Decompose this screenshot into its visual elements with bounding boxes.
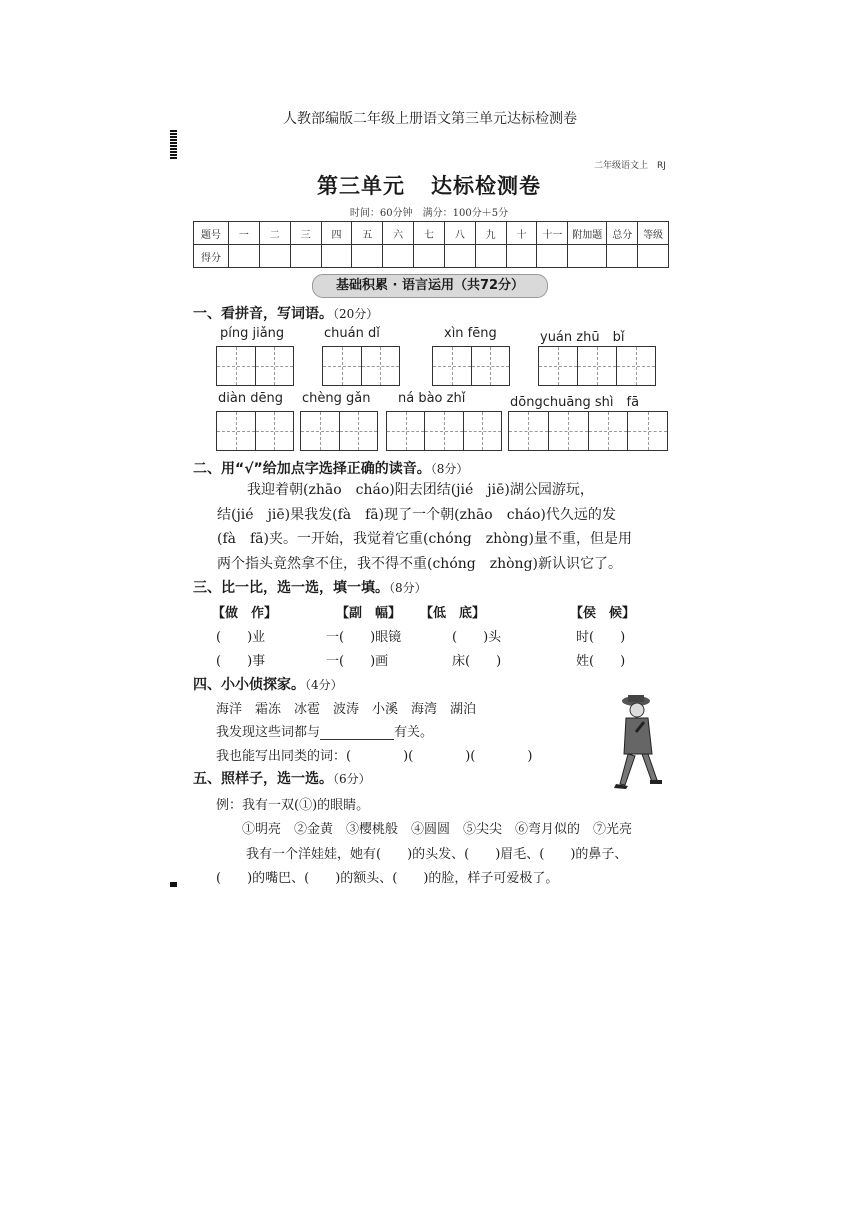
section4-heading <box>193 674 343 694</box>
section2-title: 二、用“√”给加点字选择正确的读音。 <box>193 461 431 477</box>
section5-heading <box>193 768 371 788</box>
score-cell[interactable] <box>290 245 321 268</box>
fill-blank[interactable]: ( )头 <box>452 630 502 645</box>
score-cell[interactable] <box>568 245 607 268</box>
table-cell: 得分 <box>194 245 229 268</box>
table-cell: 四 <box>321 222 352 245</box>
table-cell: 十 <box>506 222 537 245</box>
passage-line: 结(jié jiē)果我发(fà fā)现了一个朝(zhāo cháo)代久远的发 <box>217 506 616 523</box>
writing-box[interactable] <box>216 411 294 451</box>
table-cell: 等级 <box>638 222 669 245</box>
table-cell: 一 <box>229 222 260 245</box>
word-list: 海洋 霜冻 冰雹 波涛 小溪 海湾 湖泊 <box>216 702 477 717</box>
section3-heading <box>193 577 427 597</box>
detective-illustration <box>606 692 682 792</box>
fill-blank[interactable]: 床( ) <box>452 654 502 669</box>
section1-points: （20分） <box>333 307 379 321</box>
pinyin-label: xìn fēng <box>444 326 497 341</box>
table-cell: 二 <box>259 222 290 245</box>
table-cell: 附加题 <box>568 222 607 245</box>
answer-blank[interactable] <box>320 725 394 740</box>
table-cell: 七 <box>414 222 445 245</box>
pinyin-label: píng jiǎng <box>220 326 285 341</box>
passage-line: 两个指头竟然拿不住，我不得不重(chóng zhòng)新认识它了。 <box>217 555 622 572</box>
fill-blank[interactable]: 一( )画 <box>326 654 389 669</box>
fill-blank[interactable]: ( )业 <box>216 630 266 645</box>
writing-box[interactable] <box>538 346 656 386</box>
char-pair: 【低 底】 <box>420 606 486 621</box>
pinyin-label: chèng gǎn <box>302 391 371 406</box>
section5-title: 五、照样子，选一选。 <box>193 771 333 787</box>
table-cell: 总分 <box>607 222 638 245</box>
score-cell[interactable] <box>383 245 414 268</box>
section1-heading <box>193 303 378 323</box>
table-cell: 五 <box>352 222 383 245</box>
section-banner: 基础积累 · 语言运用（共72分） <box>312 274 548 298</box>
pinyin-label: yuán zhū bǐ <box>540 330 625 345</box>
score-cell[interactable] <box>229 245 260 268</box>
writing-box[interactable] <box>386 411 502 451</box>
section3-points: （8分） <box>389 581 427 595</box>
scan-edge-mark <box>170 130 177 160</box>
table-cell: 题号 <box>194 222 229 245</box>
pinyin-label: dōngchuāng shì fā <box>510 395 640 410</box>
fill-blank[interactable]: 一( )眼镜 <box>326 630 402 645</box>
writing-box[interactable] <box>216 346 294 386</box>
section5-points: （6分） <box>333 772 371 786</box>
passage-line: 我迎着朝(zhāo cháo)阳去团结(jié jiē)湖公园游玩， <box>247 482 594 498</box>
writing-box[interactable] <box>432 346 510 386</box>
score-cell[interactable] <box>506 245 537 268</box>
score-cell[interactable] <box>537 245 568 268</box>
table-cell: 九 <box>475 222 506 245</box>
pinyin-label: ná bào zhǐ <box>398 391 466 406</box>
passage-line: (fà fā)夹。一开始，我觉着它重(chóng zhòng)量不重，但是用 <box>217 531 632 547</box>
fill-blank[interactable]: ( )事 <box>216 654 266 669</box>
score-table-score-row <box>194 245 669 268</box>
score-cell[interactable] <box>321 245 352 268</box>
score-table-header-row <box>194 222 669 245</box>
score-cell[interactable] <box>475 245 506 268</box>
writing-box[interactable] <box>322 346 400 386</box>
unit-title-part2: 达标检测卷 <box>431 174 541 198</box>
fill-sentence[interactable]: 我有一个洋娃娃，她有( )的头发、( )眉毛、( )的鼻子、 <box>246 847 628 862</box>
table-cell: 六 <box>383 222 414 245</box>
unit-title-part1: 第三单元 <box>317 174 405 198</box>
options-list: ①明亮 ②金黄 ③樱桃般 ④圆圆 ⑤尖尖 ⑥弯月似的 ⑦光亮 <box>242 822 633 837</box>
writing-box[interactable] <box>508 411 668 451</box>
writing-box[interactable] <box>300 411 378 451</box>
section2-points: （8分） <box>430 462 469 476</box>
section4-title: 四、小小侦探家。 <box>193 677 305 693</box>
fill-blank[interactable]: 姓( ) <box>576 654 626 669</box>
fill-sentence[interactable]: ( )的嘴巴、( )的额头、( )的脸，样子可爱极了。 <box>216 871 559 886</box>
exam-meta: 时间：60分钟 满分：100分＋5分 <box>349 208 509 219</box>
score-cell[interactable] <box>444 245 475 268</box>
unit-title <box>193 170 665 200</box>
section2-heading <box>193 458 468 478</box>
section1-title: 一、看拼音，写词语。 <box>193 306 333 322</box>
document-title: 人教部编版二年级上册语文第三单元达标检测卷 <box>283 111 577 127</box>
scan-edge-mark <box>170 882 177 887</box>
section4-question1 <box>216 721 433 740</box>
char-pair: 【做 作】 <box>212 606 278 621</box>
pinyin-label: chuán dǐ <box>324 326 380 341</box>
char-pair: 【侯 候】 <box>570 606 636 621</box>
score-cell[interactable] <box>607 245 638 268</box>
example-sentence: 例：我有一双(①)的眼睛。 <box>216 798 370 813</box>
score-table <box>193 221 669 268</box>
char-pair: 【副 幅】 <box>336 606 402 621</box>
question-text: 我发现这些词都与 <box>216 725 321 740</box>
score-cell[interactable] <box>638 245 669 268</box>
table-cell: 三 <box>290 222 321 245</box>
score-cell[interactable] <box>259 245 290 268</box>
table-cell: 八 <box>444 222 475 245</box>
question-text: 有关。 <box>394 725 434 740</box>
section2-passage <box>217 478 669 576</box>
section3-title: 三、比一比，选一选，填一填。 <box>193 580 389 596</box>
section4-question2[interactable]: 我也能写出同类的词：( )( )( ) <box>216 749 533 764</box>
pinyin-label: diàn dēng <box>218 391 283 406</box>
fill-blank[interactable]: 时( ) <box>576 630 626 645</box>
score-cell[interactable] <box>414 245 445 268</box>
grade-tag: 二年级语文上 RJ <box>594 161 666 171</box>
section4-points: （4分） <box>305 678 343 692</box>
score-cell[interactable] <box>352 245 383 268</box>
table-cell: 十一 <box>537 222 568 245</box>
